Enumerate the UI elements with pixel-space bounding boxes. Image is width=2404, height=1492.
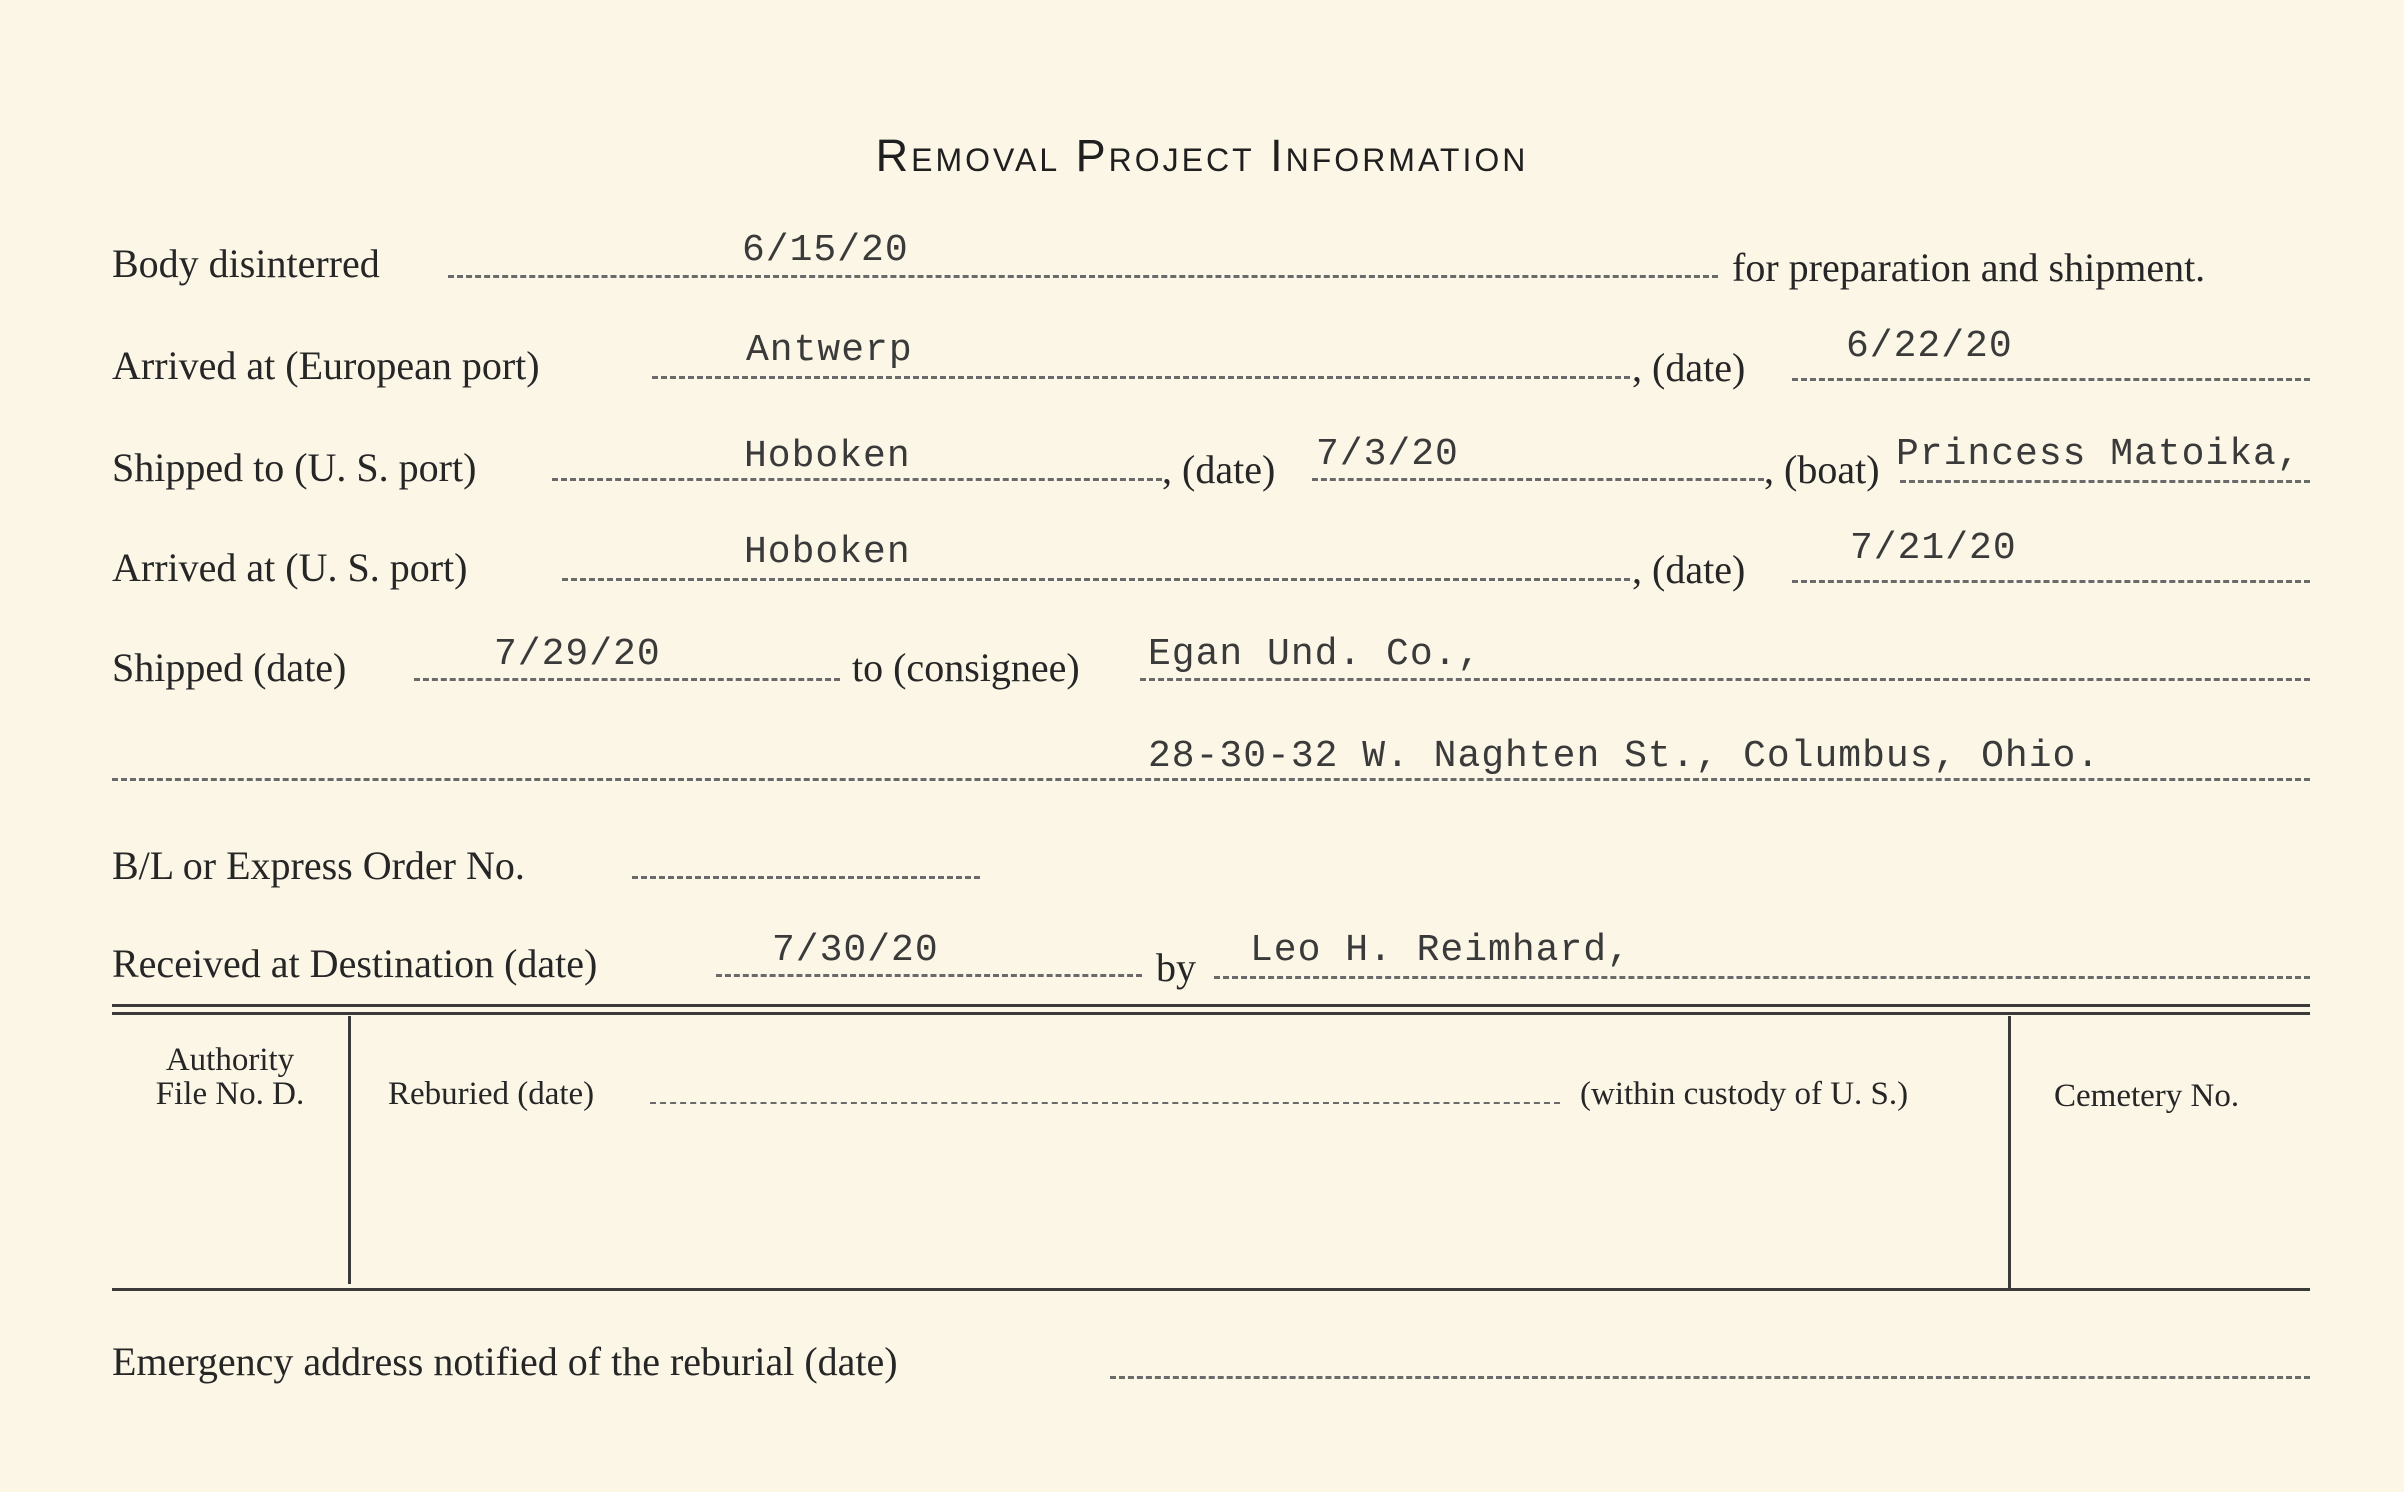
body-disinterred-label: Body disinterred [112,241,380,286]
received-by: Leo H. Reimhard, [1250,929,1631,972]
shipped-us-port-line [552,478,1162,481]
received-by-label: by [1156,945,1196,990]
arrived-european-port: Antwerp [746,329,913,372]
custody-label: (within custody of U. S.) [1580,1076,1909,1112]
received-by-line [1214,976,2310,979]
box-top-rule-2 [112,1012,2310,1015]
consignee-value: Egan Und. Co., [1148,633,1482,676]
consignee-label: to (consignee) [852,645,1080,690]
card-title: Removal Project Information [875,130,1529,181]
emergency-label: Emergency address notified of the reburial (date) [112,1339,898,1384]
authority-label-line2: File No. D. [155,1076,305,1112]
shipped-date-line [414,678,840,681]
shipped-us-date-line [1312,478,1764,481]
arrived-european-date-line [1792,378,2310,381]
box-divider-left [348,1016,351,1284]
received-date-line [716,974,1142,977]
box-divider-right [2008,1016,2011,1288]
emergency-line [1110,1376,2310,1379]
received-date: 7/30/20 [772,929,939,972]
box-bottom-rule [112,1288,2310,1291]
arrived-us-date: 7/21/20 [1850,527,2017,570]
arrived-us-label: Arrived at (U. S. port) [112,545,468,590]
shipped-us-boat-label: , (boat) [1764,447,1880,492]
bl-order-line [632,876,980,879]
consignee-line [1140,678,2310,681]
shipped-us-port: Hoboken [744,435,911,478]
body-disinterred-line [448,275,1718,278]
cemetery-label: Cemetery No. [2054,1078,2240,1114]
arrived-european-line [652,376,1630,379]
shipped-us-label: Shipped to (U. S. port) [112,445,477,490]
arrived-us-date-label: , (date) [1632,547,1746,592]
arrived-us-line [562,578,1630,581]
address-line [112,778,2310,781]
arrived-european-label: Arrived at (European port) [112,343,540,388]
shipped-us-boat: Princess Matoika, [1896,433,2301,476]
reburied-label: Reburied (date) [388,1076,595,1112]
bl-order-label: B/L or Express Order No. [112,843,525,888]
received-label: Received at Destination (date) [112,941,598,986]
reburied-line [650,1102,1560,1104]
body-disinterred-suffix: for preparation and shipment. [1732,245,2206,290]
arrived-us-port: Hoboken [744,531,911,574]
shipped-us-date: 7/3/20 [1316,433,1459,476]
arrived-us-date-line [1792,580,2310,583]
consignee-address: 28-30-32 W. Naghten St., Columbus, Ohio. [1148,735,2101,778]
shipped-us-boat-line [1900,480,2310,483]
box-top-rule-1 [112,1004,2310,1007]
body-disinterred-value: 6/15/20 [742,229,909,272]
shipped-date: 7/29/20 [494,633,661,676]
shipped-date-label: Shipped (date) [112,645,347,690]
arrived-european-date-label: , (date) [1632,345,1746,390]
authority-label-line1: Authority [165,1042,295,1078]
arrived-european-date: 6/22/20 [1846,325,2013,368]
shipped-us-date-label: , (date) [1162,447,1276,492]
